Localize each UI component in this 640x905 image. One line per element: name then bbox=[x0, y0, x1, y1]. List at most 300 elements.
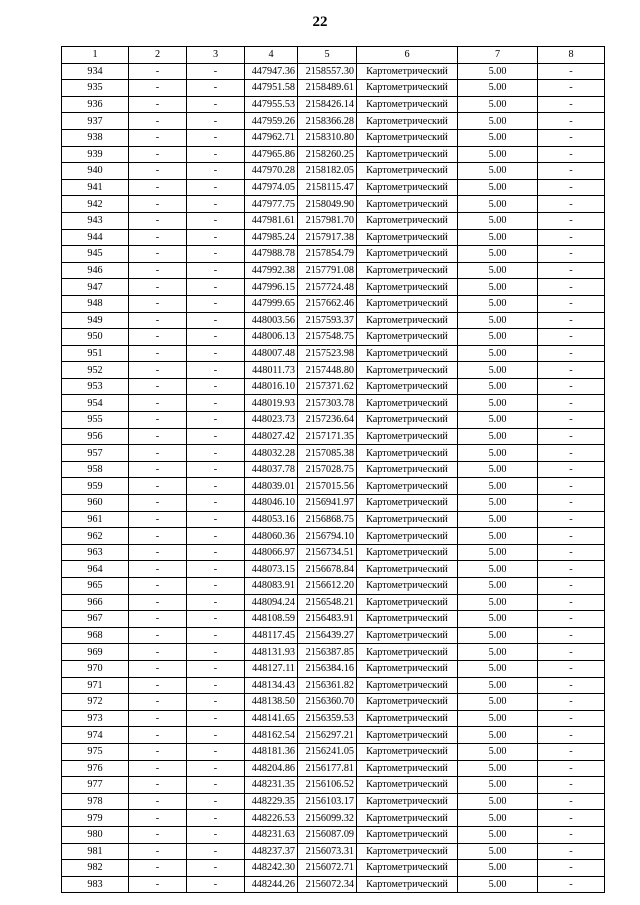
method-cell: Картометрический bbox=[357, 777, 458, 794]
table-row bbox=[62, 677, 605, 694]
col3-cell: - bbox=[187, 660, 245, 677]
table-row bbox=[62, 876, 605, 893]
method-cell: Картометрический bbox=[357, 511, 458, 528]
accuracy-cell: 5.00 bbox=[458, 262, 538, 279]
col8-cell: - bbox=[538, 677, 605, 694]
col3-cell: - bbox=[187, 478, 245, 495]
point-number-cell: 969 bbox=[62, 644, 129, 661]
y-coordinate-cell: 2157015.56 bbox=[298, 478, 357, 495]
col2-cell: - bbox=[129, 129, 187, 146]
col8-cell: - bbox=[538, 295, 605, 312]
col8-cell: - bbox=[538, 843, 605, 860]
y-coordinate-cell: 2156384.16 bbox=[298, 660, 357, 677]
x-coordinate-cell: 448181.36 bbox=[245, 743, 298, 760]
col2-cell: - bbox=[129, 179, 187, 196]
x-coordinate-cell: 447974.05 bbox=[245, 179, 298, 196]
col2-cell: - bbox=[129, 312, 187, 329]
accuracy-cell: 5.00 bbox=[458, 627, 538, 644]
col3-cell: - bbox=[187, 743, 245, 760]
column-header: 8 bbox=[538, 47, 605, 64]
x-coordinate-cell: 448053.16 bbox=[245, 511, 298, 528]
point-number-cell: 959 bbox=[62, 478, 129, 495]
accuracy-cell: 5.00 bbox=[458, 777, 538, 794]
col8-cell: - bbox=[538, 777, 605, 794]
method-cell: Картометрический bbox=[357, 212, 458, 229]
accuracy-cell: 5.00 bbox=[458, 710, 538, 727]
y-coordinate-cell: 2157854.79 bbox=[298, 246, 357, 263]
table-row bbox=[62, 644, 605, 661]
y-coordinate-cell: 2157662.46 bbox=[298, 295, 357, 312]
col2-cell: - bbox=[129, 644, 187, 661]
col8-cell: - bbox=[538, 146, 605, 163]
y-coordinate-cell: 2156103.17 bbox=[298, 793, 357, 810]
y-coordinate-cell: 2156297.21 bbox=[298, 727, 357, 744]
x-coordinate-cell: 447977.75 bbox=[245, 196, 298, 213]
y-coordinate-cell: 2156073.31 bbox=[298, 843, 357, 860]
col8-cell: - bbox=[538, 793, 605, 810]
point-number-cell: 976 bbox=[62, 760, 129, 777]
col8-cell: - bbox=[538, 113, 605, 130]
col2-cell: - bbox=[129, 478, 187, 495]
table-row bbox=[62, 445, 605, 462]
accuracy-cell: 5.00 bbox=[458, 428, 538, 445]
col2-cell: - bbox=[129, 627, 187, 644]
method-cell: Картометрический bbox=[357, 179, 458, 196]
table-row bbox=[62, 63, 605, 80]
method-cell: Картометрический bbox=[357, 611, 458, 628]
col2-cell: - bbox=[129, 694, 187, 711]
column-header: 1 bbox=[62, 47, 129, 64]
col8-cell: - bbox=[538, 96, 605, 113]
x-coordinate-cell: 447999.65 bbox=[245, 295, 298, 312]
accuracy-cell: 5.00 bbox=[458, 229, 538, 246]
y-coordinate-cell: 2156678.84 bbox=[298, 561, 357, 578]
method-cell: Картометрический bbox=[357, 810, 458, 827]
col8-cell: - bbox=[538, 727, 605, 744]
col2-cell: - bbox=[129, 561, 187, 578]
col2-cell: - bbox=[129, 743, 187, 760]
col3-cell: - bbox=[187, 146, 245, 163]
method-cell: Картометрический bbox=[357, 262, 458, 279]
col3-cell: - bbox=[187, 378, 245, 395]
method-cell: Картометрический bbox=[357, 428, 458, 445]
col8-cell: - bbox=[538, 495, 605, 512]
col3-cell: - bbox=[187, 528, 245, 545]
accuracy-cell: 5.00 bbox=[458, 743, 538, 760]
point-number-cell: 962 bbox=[62, 528, 129, 545]
col8-cell: - bbox=[538, 378, 605, 395]
point-number-cell: 955 bbox=[62, 412, 129, 429]
accuracy-cell: 5.00 bbox=[458, 246, 538, 263]
x-coordinate-cell: 448007.48 bbox=[245, 345, 298, 362]
accuracy-cell: 5.00 bbox=[458, 279, 538, 296]
col3-cell: - bbox=[187, 196, 245, 213]
x-coordinate-cell: 448023.73 bbox=[245, 412, 298, 429]
point-number-cell: 942 bbox=[62, 196, 129, 213]
x-coordinate-cell: 448066.97 bbox=[245, 544, 298, 561]
y-coordinate-cell: 2156361.82 bbox=[298, 677, 357, 694]
method-cell: Картометрический bbox=[357, 378, 458, 395]
table-row bbox=[62, 113, 605, 130]
x-coordinate-cell: 448046.10 bbox=[245, 495, 298, 512]
x-coordinate-cell: 447996.15 bbox=[245, 279, 298, 296]
point-number-cell: 970 bbox=[62, 660, 129, 677]
col3-cell: - bbox=[187, 395, 245, 412]
y-coordinate-cell: 2156794.10 bbox=[298, 528, 357, 545]
x-coordinate-cell: 448162.54 bbox=[245, 727, 298, 744]
y-coordinate-cell: 2157303.78 bbox=[298, 395, 357, 412]
col3-cell: - bbox=[187, 80, 245, 97]
x-coordinate-cell: 448027.42 bbox=[245, 428, 298, 445]
col8-cell: - bbox=[538, 826, 605, 843]
point-number-cell: 971 bbox=[62, 677, 129, 694]
point-number-cell: 967 bbox=[62, 611, 129, 628]
y-coordinate-cell: 2157593.37 bbox=[298, 312, 357, 329]
x-coordinate-cell: 447965.86 bbox=[245, 146, 298, 163]
accuracy-cell: 5.00 bbox=[458, 461, 538, 478]
col3-cell: - bbox=[187, 412, 245, 429]
point-number-cell: 945 bbox=[62, 246, 129, 263]
col3-cell: - bbox=[187, 329, 245, 346]
y-coordinate-cell: 2158115.47 bbox=[298, 179, 357, 196]
col2-cell: - bbox=[129, 810, 187, 827]
col8-cell: - bbox=[538, 129, 605, 146]
method-cell: Картометрический bbox=[357, 660, 458, 677]
page-number: 22 bbox=[312, 14, 328, 30]
col3-cell: - bbox=[187, 461, 245, 478]
table-row bbox=[62, 461, 605, 478]
accuracy-cell: 5.00 bbox=[458, 212, 538, 229]
point-number-cell: 980 bbox=[62, 826, 129, 843]
accuracy-cell: 5.00 bbox=[458, 511, 538, 528]
col2-cell: - bbox=[129, 63, 187, 80]
col8-cell: - bbox=[538, 660, 605, 677]
table-row bbox=[62, 179, 605, 196]
col3-cell: - bbox=[187, 760, 245, 777]
table-row bbox=[62, 826, 605, 843]
point-number-cell: 940 bbox=[62, 163, 129, 180]
y-coordinate-cell: 2156360.70 bbox=[298, 694, 357, 711]
col8-cell: - bbox=[538, 860, 605, 877]
x-coordinate-cell: 447970.28 bbox=[245, 163, 298, 180]
col2-cell: - bbox=[129, 395, 187, 412]
accuracy-cell: 5.00 bbox=[458, 843, 538, 860]
point-number-cell: 965 bbox=[62, 578, 129, 595]
col8-cell: - bbox=[538, 511, 605, 528]
table-row bbox=[62, 196, 605, 213]
point-number-cell: 941 bbox=[62, 179, 129, 196]
method-cell: Картометрический bbox=[357, 229, 458, 246]
table-row bbox=[62, 129, 605, 146]
x-coordinate-cell: 448006.13 bbox=[245, 329, 298, 346]
col3-cell: - bbox=[187, 279, 245, 296]
accuracy-cell: 5.00 bbox=[458, 80, 538, 97]
y-coordinate-cell: 2156868.75 bbox=[298, 511, 357, 528]
method-cell: Картометрический bbox=[357, 544, 458, 561]
coordinates-table bbox=[61, 46, 605, 893]
point-number-cell: 939 bbox=[62, 146, 129, 163]
col3-cell: - bbox=[187, 644, 245, 661]
y-coordinate-cell: 2157523.98 bbox=[298, 345, 357, 362]
col3-cell: - bbox=[187, 544, 245, 561]
col8-cell: - bbox=[538, 163, 605, 180]
col3-cell: - bbox=[187, 63, 245, 80]
col2-cell: - bbox=[129, 212, 187, 229]
table-row bbox=[62, 743, 605, 760]
col3-cell: - bbox=[187, 312, 245, 329]
point-number-cell: 981 bbox=[62, 843, 129, 860]
col8-cell: - bbox=[538, 428, 605, 445]
point-number-cell: 946 bbox=[62, 262, 129, 279]
y-coordinate-cell: 2157724.48 bbox=[298, 279, 357, 296]
y-coordinate-cell: 2157981.70 bbox=[298, 212, 357, 229]
column-header: 5 bbox=[298, 47, 357, 64]
x-coordinate-cell: 448134.43 bbox=[245, 677, 298, 694]
y-coordinate-cell: 2158489.61 bbox=[298, 80, 357, 97]
x-coordinate-cell: 448229.35 bbox=[245, 793, 298, 810]
point-number-cell: 983 bbox=[62, 876, 129, 893]
accuracy-cell: 5.00 bbox=[458, 727, 538, 744]
col2-cell: - bbox=[129, 362, 187, 379]
y-coordinate-cell: 2157236.64 bbox=[298, 412, 357, 429]
x-coordinate-cell: 448108.59 bbox=[245, 611, 298, 628]
table-row bbox=[62, 594, 605, 611]
col2-cell: - bbox=[129, 793, 187, 810]
y-coordinate-cell: 2157791.08 bbox=[298, 262, 357, 279]
accuracy-cell: 5.00 bbox=[458, 793, 538, 810]
table-row bbox=[62, 312, 605, 329]
col8-cell: - bbox=[538, 627, 605, 644]
point-number-cell: 974 bbox=[62, 727, 129, 744]
method-cell: Картометрический bbox=[357, 727, 458, 744]
col8-cell: - bbox=[538, 279, 605, 296]
accuracy-cell: 5.00 bbox=[458, 412, 538, 429]
table-row bbox=[62, 212, 605, 229]
x-coordinate-cell: 447992.38 bbox=[245, 262, 298, 279]
accuracy-cell: 5.00 bbox=[458, 495, 538, 512]
method-cell: Картометрический bbox=[357, 843, 458, 860]
accuracy-cell: 5.00 bbox=[458, 395, 538, 412]
x-coordinate-cell: 448083.91 bbox=[245, 578, 298, 595]
y-coordinate-cell: 2157085.38 bbox=[298, 445, 357, 462]
point-number-cell: 956 bbox=[62, 428, 129, 445]
x-coordinate-cell: 448127.11 bbox=[245, 660, 298, 677]
x-coordinate-cell: 447959.26 bbox=[245, 113, 298, 130]
accuracy-cell: 5.00 bbox=[458, 644, 538, 661]
method-cell: Картометрический bbox=[357, 196, 458, 213]
method-cell: Картометрический bbox=[357, 461, 458, 478]
method-cell: Картометрический bbox=[357, 246, 458, 263]
accuracy-cell: 5.00 bbox=[458, 378, 538, 395]
col3-cell: - bbox=[187, 511, 245, 528]
col2-cell: - bbox=[129, 461, 187, 478]
col3-cell: - bbox=[187, 96, 245, 113]
accuracy-cell: 5.00 bbox=[458, 113, 538, 130]
col3-cell: - bbox=[187, 345, 245, 362]
point-number-cell: 961 bbox=[62, 511, 129, 528]
method-cell: Картометрический bbox=[357, 561, 458, 578]
accuracy-cell: 5.00 bbox=[458, 528, 538, 545]
col2-cell: - bbox=[129, 80, 187, 97]
col3-cell: - bbox=[187, 262, 245, 279]
accuracy-cell: 5.00 bbox=[458, 594, 538, 611]
y-coordinate-cell: 2158049.90 bbox=[298, 196, 357, 213]
x-coordinate-cell: 448073.15 bbox=[245, 561, 298, 578]
col3-cell: - bbox=[187, 246, 245, 263]
method-cell: Картометрический bbox=[357, 743, 458, 760]
method-cell: Картометрический bbox=[357, 329, 458, 346]
table-row bbox=[62, 395, 605, 412]
column-header: 3 bbox=[187, 47, 245, 64]
column-header: 7 bbox=[458, 47, 538, 64]
method-cell: Картометрический bbox=[357, 279, 458, 296]
x-coordinate-cell: 448138.50 bbox=[245, 694, 298, 711]
method-cell: Картометрический bbox=[357, 345, 458, 362]
col2-cell: - bbox=[129, 279, 187, 296]
table-row bbox=[62, 329, 605, 346]
point-number-cell: 982 bbox=[62, 860, 129, 877]
col3-cell: - bbox=[187, 295, 245, 312]
table-row bbox=[62, 528, 605, 545]
y-coordinate-cell: 2158366.28 bbox=[298, 113, 357, 130]
y-coordinate-cell: 2156177.81 bbox=[298, 760, 357, 777]
y-coordinate-cell: 2157028.75 bbox=[298, 461, 357, 478]
method-cell: Картометрический bbox=[357, 594, 458, 611]
point-number-cell: 948 bbox=[62, 295, 129, 312]
method-cell: Картометрический bbox=[357, 860, 458, 877]
point-number-cell: 943 bbox=[62, 212, 129, 229]
column-header: 4 bbox=[245, 47, 298, 64]
col8-cell: - bbox=[538, 80, 605, 97]
table-row bbox=[62, 727, 605, 744]
point-number-cell: 947 bbox=[62, 279, 129, 296]
col3-cell: - bbox=[187, 594, 245, 611]
col2-cell: - bbox=[129, 777, 187, 794]
x-coordinate-cell: 448117.45 bbox=[245, 627, 298, 644]
col8-cell: - bbox=[538, 262, 605, 279]
x-coordinate-cell: 447955.53 bbox=[245, 96, 298, 113]
table-row bbox=[62, 362, 605, 379]
method-cell: Картометрический bbox=[357, 80, 458, 97]
table-row bbox=[62, 478, 605, 495]
col3-cell: - bbox=[187, 710, 245, 727]
x-coordinate-cell: 447988.78 bbox=[245, 246, 298, 263]
point-number-cell: 953 bbox=[62, 378, 129, 395]
y-coordinate-cell: 2156072.34 bbox=[298, 876, 357, 893]
table-row bbox=[62, 793, 605, 810]
table-row bbox=[62, 96, 605, 113]
accuracy-cell: 5.00 bbox=[458, 445, 538, 462]
x-coordinate-cell: 448039.01 bbox=[245, 478, 298, 495]
accuracy-cell: 5.00 bbox=[458, 677, 538, 694]
method-cell: Картометрический bbox=[357, 793, 458, 810]
y-coordinate-cell: 2157371.62 bbox=[298, 378, 357, 395]
col2-cell: - bbox=[129, 262, 187, 279]
col8-cell: - bbox=[538, 544, 605, 561]
point-number-cell: 973 bbox=[62, 710, 129, 727]
y-coordinate-cell: 2158310.80 bbox=[298, 129, 357, 146]
x-coordinate-cell: 448131.93 bbox=[245, 644, 298, 661]
col2-cell: - bbox=[129, 295, 187, 312]
table-row bbox=[62, 246, 605, 263]
method-cell: Картометрический bbox=[357, 129, 458, 146]
col8-cell: - bbox=[538, 312, 605, 329]
y-coordinate-cell: 2156087.09 bbox=[298, 826, 357, 843]
col8-cell: - bbox=[538, 445, 605, 462]
col8-cell: - bbox=[538, 611, 605, 628]
accuracy-cell: 5.00 bbox=[458, 578, 538, 595]
col3-cell: - bbox=[187, 113, 245, 130]
point-number-cell: 950 bbox=[62, 329, 129, 346]
table-row bbox=[62, 229, 605, 246]
table-row bbox=[62, 694, 605, 711]
col2-cell: - bbox=[129, 611, 187, 628]
col8-cell: - bbox=[538, 594, 605, 611]
col8-cell: - bbox=[538, 760, 605, 777]
col3-cell: - bbox=[187, 843, 245, 860]
point-number-cell: 963 bbox=[62, 544, 129, 561]
column-header: 2 bbox=[129, 47, 187, 64]
table-row bbox=[62, 495, 605, 512]
x-coordinate-cell: 448019.93 bbox=[245, 395, 298, 412]
accuracy-cell: 5.00 bbox=[458, 312, 538, 329]
col3-cell: - bbox=[187, 694, 245, 711]
table-row bbox=[62, 660, 605, 677]
accuracy-cell: 5.00 bbox=[458, 544, 538, 561]
method-cell: Картометрический bbox=[357, 677, 458, 694]
x-coordinate-cell: 448242.30 bbox=[245, 860, 298, 877]
accuracy-cell: 5.00 bbox=[458, 163, 538, 180]
col2-cell: - bbox=[129, 378, 187, 395]
table-row bbox=[62, 860, 605, 877]
accuracy-cell: 5.00 bbox=[458, 760, 538, 777]
table-row bbox=[62, 843, 605, 860]
col2-cell: - bbox=[129, 876, 187, 893]
point-number-cell: 972 bbox=[62, 694, 129, 711]
method-cell: Картометрический bbox=[357, 528, 458, 545]
point-number-cell: 949 bbox=[62, 312, 129, 329]
method-cell: Картометрический bbox=[357, 412, 458, 429]
point-number-cell: 954 bbox=[62, 395, 129, 412]
accuracy-cell: 5.00 bbox=[458, 179, 538, 196]
accuracy-cell: 5.00 bbox=[458, 96, 538, 113]
accuracy-cell: 5.00 bbox=[458, 63, 538, 80]
point-number-cell: 977 bbox=[62, 777, 129, 794]
col8-cell: - bbox=[538, 461, 605, 478]
x-coordinate-cell: 448016.10 bbox=[245, 378, 298, 395]
table-row bbox=[62, 544, 605, 561]
x-coordinate-cell: 448011.73 bbox=[245, 362, 298, 379]
col2-cell: - bbox=[129, 677, 187, 694]
x-coordinate-cell: 447985.24 bbox=[245, 229, 298, 246]
col8-cell: - bbox=[538, 478, 605, 495]
col8-cell: - bbox=[538, 710, 605, 727]
col8-cell: - bbox=[538, 644, 605, 661]
col2-cell: - bbox=[129, 760, 187, 777]
method-cell: Картометрический bbox=[357, 63, 458, 80]
col3-cell: - bbox=[187, 578, 245, 595]
col3-cell: - bbox=[187, 129, 245, 146]
col2-cell: - bbox=[129, 345, 187, 362]
table-row bbox=[62, 428, 605, 445]
table-row bbox=[62, 295, 605, 312]
method-cell: Картометрический bbox=[357, 395, 458, 412]
accuracy-cell: 5.00 bbox=[458, 345, 538, 362]
accuracy-cell: 5.00 bbox=[458, 362, 538, 379]
col2-cell: - bbox=[129, 246, 187, 263]
col2-cell: - bbox=[129, 544, 187, 561]
y-coordinate-cell: 2156241.05 bbox=[298, 743, 357, 760]
